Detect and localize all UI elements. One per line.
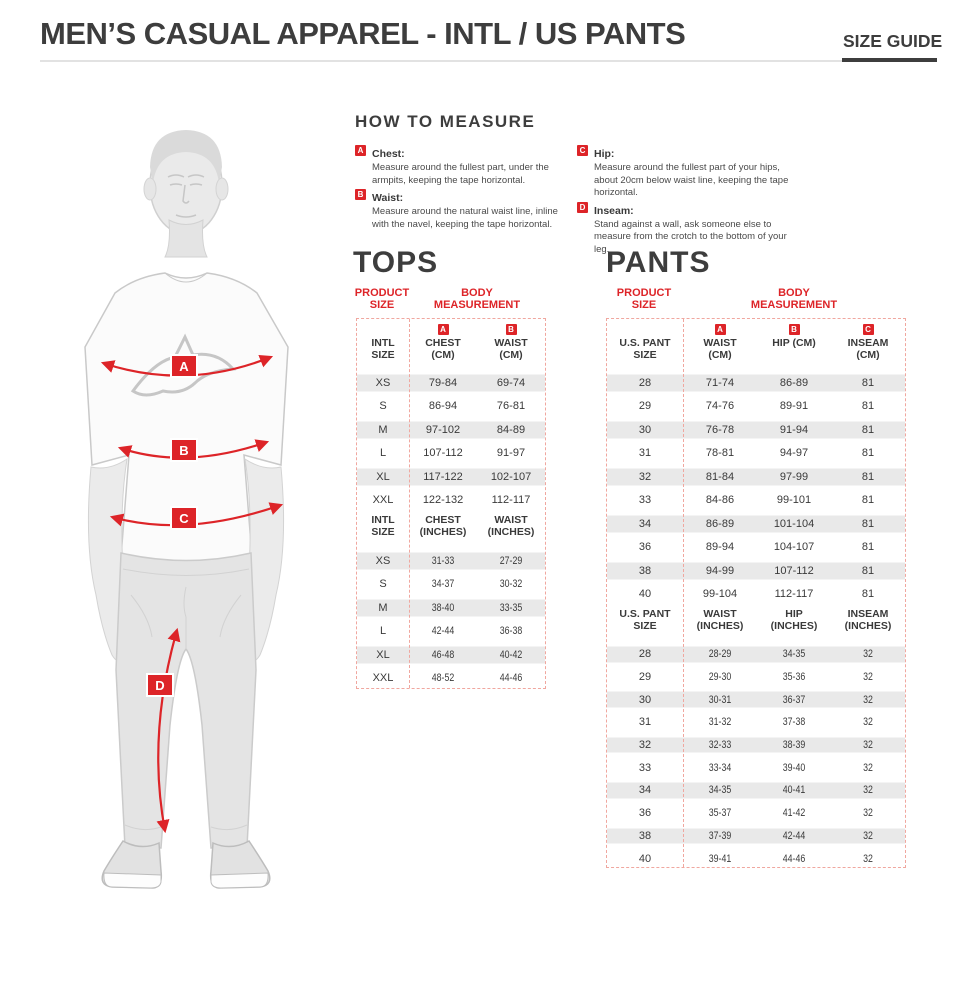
column-header: INSEAM (INCHES) bbox=[844, 608, 892, 632]
header-badge-a: A bbox=[438, 324, 449, 335]
measure-text: Measure around the fullest part, under the armpits, keeping the tape horizontal. bbox=[372, 162, 549, 186]
table-row bbox=[607, 825, 905, 848]
pants-inches-header bbox=[607, 606, 905, 643]
table-row bbox=[357, 371, 545, 395]
size-cell: 33 bbox=[638, 761, 652, 774]
waist-cm-cell: 84-86 bbox=[705, 494, 735, 507]
table-row bbox=[607, 559, 905, 583]
waist-cm-cell: 89-94 bbox=[705, 541, 735, 554]
table-row bbox=[607, 583, 905, 607]
size-cell: 34 bbox=[638, 784, 652, 797]
table-row bbox=[357, 489, 545, 513]
table-row bbox=[607, 802, 905, 825]
waist-cm-cell: 99-104 bbox=[702, 588, 738, 601]
table-row bbox=[357, 596, 545, 620]
column-header: INSEAM (CM) bbox=[847, 337, 889, 361]
waist-inches-cell: 29-30 bbox=[708, 671, 732, 684]
inseam-cm-cell: 81 bbox=[861, 423, 875, 436]
body-measurement-figure bbox=[55, 125, 355, 895]
table-row bbox=[357, 573, 545, 597]
waist-cm-cell: 94-99 bbox=[705, 564, 735, 577]
size-cell: 36 bbox=[638, 807, 652, 820]
inseam-inches-cell: 32 bbox=[863, 807, 873, 820]
size-cell: XXL bbox=[372, 672, 394, 685]
measure-item-chest bbox=[355, 144, 559, 187]
waist-cm-cell: 84-89 bbox=[496, 423, 526, 436]
header-badge-a: A bbox=[715, 324, 726, 335]
inseam-cm-cell: 81 bbox=[861, 517, 875, 530]
waist-cm-cell: 91-97 bbox=[496, 447, 526, 460]
hip-inches-cell: 38-39 bbox=[782, 739, 806, 752]
hip-cm-cell: 101-104 bbox=[773, 517, 815, 530]
hip-cm-cell: 94-97 bbox=[779, 447, 809, 460]
header-badge-b: B bbox=[506, 324, 517, 335]
hip-cm-cell: 99-101 bbox=[776, 494, 812, 507]
chest-badge: A bbox=[355, 145, 366, 156]
tops-product-size-label: PRODUCT SIZE bbox=[354, 287, 410, 311]
pants-body-measurement-label: BODY MEASUREMENT bbox=[750, 287, 838, 311]
size-cell: XS bbox=[375, 376, 391, 389]
hip-inches-cell: 35-36 bbox=[782, 671, 806, 684]
waist-inches-cell: 31-32 bbox=[708, 716, 732, 729]
table-row bbox=[607, 734, 905, 757]
size-cell: XS bbox=[375, 554, 391, 567]
table-row bbox=[607, 666, 905, 689]
inseam-cm-cell: 81 bbox=[861, 588, 875, 601]
table-row bbox=[607, 688, 905, 711]
measure-item-waist bbox=[355, 188, 559, 231]
size-cell: 30 bbox=[638, 693, 652, 706]
waist-inches-cell: 44-46 bbox=[499, 672, 523, 685]
hip-cm-cell: 107-112 bbox=[774, 564, 814, 577]
pants-cm-header bbox=[607, 319, 905, 371]
table-row bbox=[607, 756, 905, 779]
hip-inches-cell: 41-42 bbox=[782, 807, 806, 820]
chest-cm-cell: 86-94 bbox=[428, 400, 458, 413]
chest-cm-cell: 107-112 bbox=[423, 447, 463, 460]
neck bbox=[165, 220, 207, 257]
size-guide-underline bbox=[842, 58, 937, 62]
how-to-measure-heading: HOW TO MEASURE bbox=[355, 112, 536, 131]
pants-inches-rows bbox=[607, 643, 905, 870]
waist-cm-cell: 76-81 bbox=[496, 400, 526, 413]
inseam-cm-cell: 81 bbox=[861, 494, 875, 507]
tops-cm-header bbox=[357, 319, 545, 371]
table-row bbox=[607, 442, 905, 466]
waist-cm-cell: 81-84 bbox=[705, 470, 735, 483]
pants-product-size-label: PRODUCT SIZE bbox=[616, 287, 672, 311]
pants-table bbox=[606, 318, 906, 868]
waist-inches-cell: 40-42 bbox=[499, 648, 523, 661]
measure-text: Measure around the natural waist line, inline with the navel, keeping the tape horizontal. bbox=[372, 206, 558, 230]
waist-cm-cell: 76-78 bbox=[705, 423, 735, 436]
tops-cm-rows bbox=[357, 371, 545, 512]
inseam-inches-cell: 32 bbox=[863, 693, 873, 706]
inseam-inches-cell: 32 bbox=[863, 852, 873, 865]
chest-inches-cell: 48-52 bbox=[431, 672, 455, 685]
column-header: WAIST (INCHES) bbox=[487, 514, 535, 538]
waist-inches-cell: 39-41 bbox=[708, 852, 732, 865]
inseam-cm-cell: 81 bbox=[861, 376, 875, 389]
waist-inches-cell: 34-35 bbox=[708, 784, 732, 797]
waist-inches-cell: 35-37 bbox=[708, 807, 732, 820]
pants-column-divider bbox=[683, 319, 684, 867]
hip-inches-cell: 44-46 bbox=[782, 852, 806, 865]
size-cell: XL bbox=[376, 648, 390, 661]
inseam-inches-cell: 32 bbox=[863, 648, 873, 661]
waist-inches-cell: 36-38 bbox=[499, 625, 523, 638]
chest-inches-cell: 38-40 bbox=[431, 601, 455, 614]
pants bbox=[116, 553, 256, 848]
size-cell: 31 bbox=[638, 447, 652, 460]
figure-badge-b: B bbox=[179, 443, 189, 458]
header-divider bbox=[40, 60, 937, 62]
size-cell: 40 bbox=[638, 588, 652, 601]
hip-inches-cell: 39-40 bbox=[782, 761, 806, 774]
size-cell: 29 bbox=[638, 400, 652, 413]
page-title: MEN’S CASUAL APPAREL - INTL / US PANTS bbox=[40, 16, 686, 51]
size-guide-label: SIZE GUIDE bbox=[843, 31, 943, 51]
waist-cm-cell: 102-107 bbox=[490, 470, 532, 483]
hip-inches-cell: 37-38 bbox=[782, 716, 806, 729]
header-badge-b: B bbox=[789, 324, 800, 335]
table-row bbox=[357, 465, 545, 489]
inseam-cm-cell: 81 bbox=[861, 541, 875, 554]
size-cell: 28 bbox=[638, 648, 652, 661]
inseam-inches-cell: 32 bbox=[863, 829, 873, 842]
chest-inches-cell: 46-48 bbox=[431, 648, 455, 661]
waist-cm-cell: 86-89 bbox=[705, 517, 735, 530]
measure-text: Measure around the fullest part of your hips, about 20cm below waist line, keeping the tape horizontal. bbox=[594, 162, 789, 198]
column-header: CHEST (CM) bbox=[425, 337, 461, 361]
column-header: WAIST (INCHES) bbox=[696, 608, 744, 632]
table-row bbox=[607, 512, 905, 536]
tops-column-divider bbox=[409, 319, 410, 688]
hip-cm-cell: 112-117 bbox=[774, 588, 814, 601]
waist-inches-cell: 27-29 bbox=[499, 554, 523, 567]
column-header: HIP (CM) bbox=[772, 337, 816, 349]
measure-label: Hip: bbox=[594, 148, 615, 160]
hip-badge: C bbox=[577, 145, 588, 156]
table-row bbox=[607, 536, 905, 560]
chest-cm-cell: 122-132 bbox=[422, 494, 464, 507]
hip-inches-cell: 42-44 bbox=[782, 829, 806, 842]
column-header: WAIST (CM) bbox=[703, 337, 737, 361]
size-cell: 28 bbox=[638, 376, 652, 389]
waist-inches-cell: 32-33 bbox=[708, 739, 732, 752]
waist-inches-cell: 33-34 bbox=[708, 761, 732, 774]
table-row bbox=[607, 779, 905, 802]
table-row bbox=[357, 643, 545, 667]
size-cell: 30 bbox=[638, 423, 652, 436]
measure-item-hip bbox=[577, 144, 803, 200]
table-row bbox=[607, 711, 905, 734]
table-row bbox=[357, 395, 545, 419]
tops-title: TOPS bbox=[353, 246, 439, 279]
tops-inches-header bbox=[357, 512, 545, 549]
table-row bbox=[357, 442, 545, 466]
column-header: CHEST (INCHES) bbox=[419, 514, 467, 538]
measure-label: Waist: bbox=[372, 192, 404, 204]
figure-badge-c: C bbox=[179, 511, 189, 526]
column-header: INTL SIZE bbox=[371, 514, 395, 538]
waist-inches-cell: 37-39 bbox=[708, 829, 732, 842]
chest-inches-cell: 34-37 bbox=[431, 578, 455, 591]
chest-cm-cell: 79-84 bbox=[428, 376, 458, 389]
size-cell: 32 bbox=[638, 470, 652, 483]
table-row bbox=[607, 465, 905, 489]
waist-badge: B bbox=[355, 189, 366, 200]
size-cell: 40 bbox=[638, 852, 652, 865]
size-cell: 32 bbox=[638, 739, 652, 752]
how-to-measure-section bbox=[355, 112, 825, 257]
table-row bbox=[357, 418, 545, 442]
size-cell: L bbox=[379, 625, 387, 638]
waist-cm-cell: 112-117 bbox=[491, 494, 531, 507]
size-cell: S bbox=[379, 400, 387, 413]
hip-cm-cell: 86-89 bbox=[779, 376, 809, 389]
tops-table bbox=[356, 318, 546, 689]
hip-inches-cell: 34-35 bbox=[782, 648, 806, 661]
hip-cm-cell: 104-107 bbox=[773, 541, 815, 554]
measure-label: Chest: bbox=[372, 148, 405, 160]
table-row bbox=[607, 489, 905, 513]
hip-cm-cell: 89-91 bbox=[779, 400, 809, 413]
table-row bbox=[607, 418, 905, 442]
table-row bbox=[607, 847, 905, 870]
inseam-inches-cell: 32 bbox=[863, 761, 873, 774]
waist-inches-cell: 30-31 bbox=[708, 693, 732, 706]
waist-inches-cell: 28-29 bbox=[708, 648, 732, 661]
size-cell: XL bbox=[376, 470, 390, 483]
column-header: U.S. PANT SIZE bbox=[619, 608, 671, 632]
size-cell: 38 bbox=[638, 829, 652, 842]
chest-inches-cell: 42-44 bbox=[431, 625, 455, 638]
pants-title: PANTS bbox=[606, 246, 711, 279]
hip-cm-cell: 97-99 bbox=[779, 470, 809, 483]
table-row bbox=[607, 395, 905, 419]
right-boot-sole bbox=[211, 873, 268, 888]
inseam-inches-cell: 32 bbox=[863, 739, 873, 752]
table-row bbox=[357, 667, 545, 691]
pants-cm-rows bbox=[607, 371, 905, 606]
inseam-inches-cell: 32 bbox=[863, 784, 873, 797]
figure-badge-a: A bbox=[179, 359, 189, 374]
size-cell: S bbox=[379, 578, 387, 591]
left-boot-sole bbox=[104, 873, 161, 888]
hip-cm-cell: 91-94 bbox=[779, 423, 809, 436]
chest-cm-cell: 117-122 bbox=[423, 470, 463, 483]
inseam-cm-cell: 81 bbox=[861, 447, 875, 460]
table-row bbox=[607, 643, 905, 666]
table-row bbox=[357, 620, 545, 644]
inseam-cm-cell: 81 bbox=[861, 400, 875, 413]
size-cell: 36 bbox=[638, 541, 652, 554]
figure-badge-d: D bbox=[155, 678, 165, 693]
size-cell: XXL bbox=[372, 494, 394, 507]
column-header: INTL SIZE bbox=[371, 337, 395, 361]
hip-inches-cell: 36-37 bbox=[782, 693, 806, 706]
size-cell: M bbox=[378, 601, 388, 614]
size-cell: L bbox=[379, 447, 387, 460]
waist-cm-cell: 71-74 bbox=[705, 376, 735, 389]
measure-label: Inseam: bbox=[594, 204, 634, 217]
size-cell: M bbox=[378, 423, 388, 436]
header-badge-c: C bbox=[863, 324, 874, 335]
column-header: U.S. PANT SIZE bbox=[619, 337, 671, 361]
size-cell: 33 bbox=[638, 494, 652, 507]
column-header: HIP (INCHES) bbox=[770, 608, 818, 632]
inseam-inches-cell: 32 bbox=[863, 716, 873, 729]
tops-inches-rows bbox=[357, 549, 545, 690]
tops-body-measurement-label: BODY MEASUREMENT bbox=[433, 287, 521, 311]
table-row bbox=[357, 549, 545, 573]
hip-inches-cell: 40-41 bbox=[782, 784, 806, 797]
waist-cm-cell: 78-81 bbox=[705, 447, 735, 460]
inseam-inches-cell: 32 bbox=[863, 671, 873, 684]
chest-inches-cell: 31-33 bbox=[431, 554, 455, 567]
waist-inches-cell: 30-32 bbox=[499, 578, 523, 591]
waist-cm-cell: 69-74 bbox=[496, 376, 526, 389]
waist-inches-cell: 33-35 bbox=[499, 601, 523, 614]
column-header: WAIST (CM) bbox=[494, 337, 528, 361]
waist-cm-cell: 74-76 bbox=[705, 400, 735, 413]
size-cell: 34 bbox=[638, 517, 652, 530]
table-row bbox=[607, 371, 905, 395]
chest-cm-cell: 97-102 bbox=[425, 423, 461, 436]
size-cell: 38 bbox=[638, 564, 652, 577]
size-cell: 31 bbox=[638, 716, 652, 729]
inseam-cm-cell: 81 bbox=[861, 564, 875, 577]
inseam-cm-cell: 81 bbox=[861, 470, 875, 483]
size-cell: 29 bbox=[638, 671, 652, 684]
inseam-badge: D bbox=[577, 202, 588, 213]
measure-text: Stand against a wall, ask someone else to measure from the crotch to the bottom of your leg. bbox=[594, 218, 787, 255]
